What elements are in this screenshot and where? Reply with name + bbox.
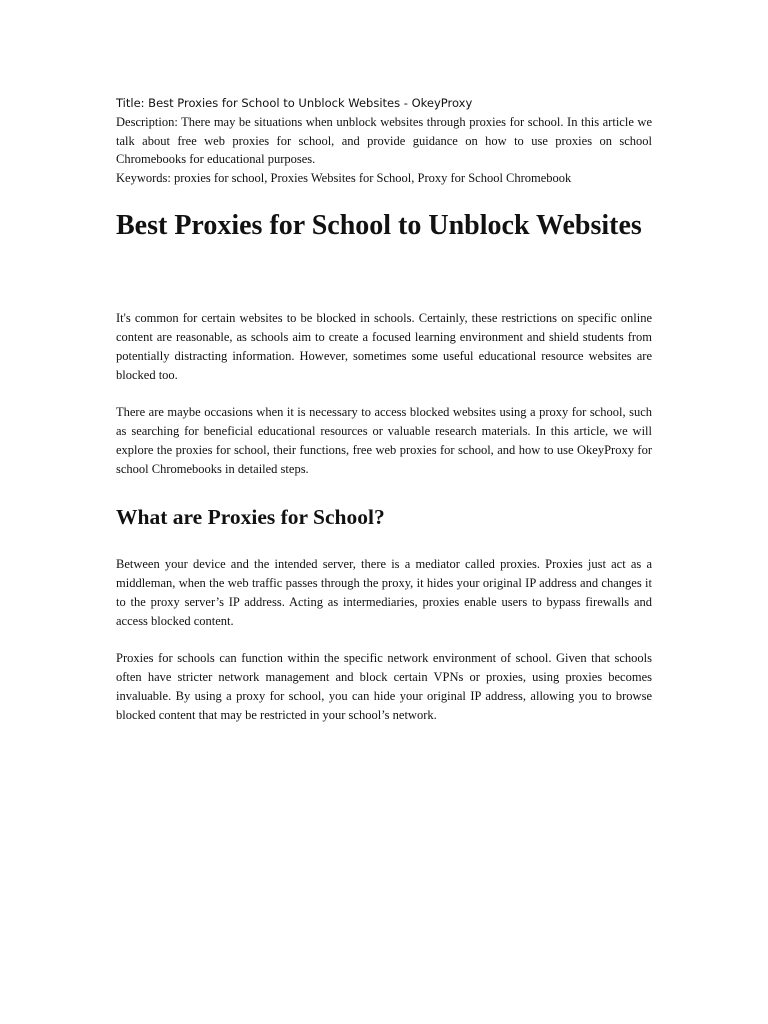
meta-title-line: Title: Best Proxies for School to Unblock Websites - OkeyProxy (116, 96, 473, 110)
intro-paragraph-1: It's common for certain websites to be blocked in schools. Certainly, these restrictions on specific online content are reasonable, as schools aim to create a focused learning environment and shield students from potentially distracting information. However, sometimes some useful educational resource websites are blocked too. (116, 311, 652, 382)
section-paragraph-1: Between your device and the intended server, there is a mediator called proxies. Proxies just act as a middleman, when the web traffic passes through the proxy, it hides your original IP address and changes it to the proxy server’s IP address. Acting as intermediaries, proxies enable users to bypass firewalls and access blocked content. (116, 557, 652, 628)
section-heading: What are Proxies for School? (116, 505, 385, 529)
meta-keywords-line: Keywords: proxies for school, Proxies Websites for School, Proxy for School Chromebook (116, 170, 572, 185)
intro-paragraph-2: There are maybe occasions when it is necessary to access blocked websites using a proxy for school, such as searching for beneficial educational resources or valuable research materials. In this article, we will explore the proxies for school, their functions, free web proxies for school, and how to use OkeyProxy for school Chromebooks in detailed steps. (116, 405, 652, 476)
article-heading: Best Proxies for School to Unblock Websites (116, 210, 642, 241)
document-page (116, 94, 652, 725)
meta-description-line: Description: There may be situations when unblock websites through proxies for school. In this article we talk about free web proxies for school, and provide guidance on how to use proxies on school Chromebooks for educational purposes. (116, 115, 652, 166)
section-paragraph-2: Proxies for schools can function within the specific network environment of school. Given that schools often have stricter network management and block certain VPNs or proxies, using proxies becomes invaluable. By using a proxy for school, you can hide your original IP address, allowing you to browse blocked content that may be restricted in your school’s network. (116, 651, 652, 722)
